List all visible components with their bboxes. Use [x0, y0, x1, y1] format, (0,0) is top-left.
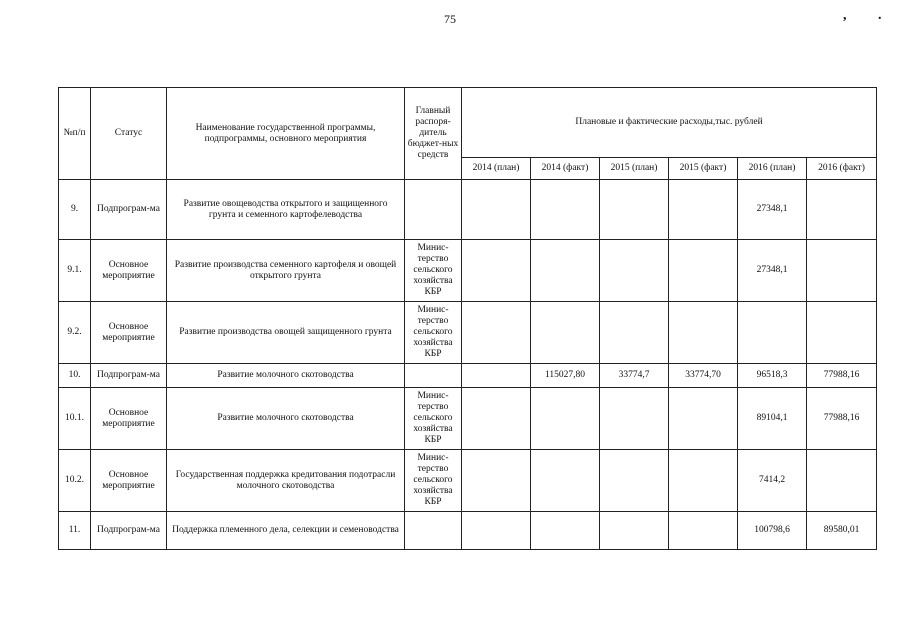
header-year: 2015 (факт): [669, 158, 738, 180]
row-value: [738, 302, 807, 364]
budget-table: [58, 87, 877, 550]
row-value: [462, 512, 531, 550]
row-num: 11.: [59, 512, 91, 550]
row-status: Основное мероприятие: [91, 388, 167, 450]
row-value: [462, 302, 531, 364]
row-manager: Минис-терство сельского хозяйства КБР: [405, 388, 462, 450]
row-value: [531, 240, 600, 302]
row-value: [462, 180, 531, 240]
row-value: 77988,16: [807, 388, 877, 450]
row-status: Подпрограм-ма: [91, 512, 167, 550]
row-value: [669, 388, 738, 450]
row-status: Подпрограм-ма: [91, 180, 167, 240]
table-row: [59, 240, 877, 302]
header-year: 2015 (план): [600, 158, 669, 180]
row-value: 33774,70: [669, 364, 738, 388]
row-name: Развитие молочного скотоводства: [167, 388, 405, 450]
header-year: 2016 (план): [738, 158, 807, 180]
row-name: Развитие овощеводства открытого и защищенного грунта и семенного картофелеводства: [167, 180, 405, 240]
row-value: [462, 364, 531, 388]
row-value: [807, 240, 877, 302]
row-num: 10.1.: [59, 388, 91, 450]
table-row: [59, 388, 877, 450]
row-value: 89580,01: [807, 512, 877, 550]
row-name: Развитие производства семенного картофеля и овощей открытого грунта: [167, 240, 405, 302]
row-value: [531, 302, 600, 364]
row-name: Развитие молочного скотоводства: [167, 364, 405, 388]
header-year: 2016 (факт): [807, 158, 877, 180]
header-year: 2014 (факт): [531, 158, 600, 180]
header-status: Статус: [91, 88, 167, 180]
header-name: Наименование государственной программы, подпрограммы, основного мероприятия: [167, 88, 405, 180]
row-value: [669, 450, 738, 512]
table-row: [59, 180, 877, 240]
row-value: 89104,1: [738, 388, 807, 450]
row-num: 9.2.: [59, 302, 91, 364]
row-value: [807, 180, 877, 240]
row-num: 9.1.: [59, 240, 91, 302]
row-value: [600, 180, 669, 240]
corner-mark-dot: .: [878, 8, 882, 23]
row-value: [531, 180, 600, 240]
row-manager: [405, 180, 462, 240]
row-name: Государственная поддержка кредитования подотрасли молочного скотоводства: [167, 450, 405, 512]
row-manager: Минис-терство сельского хозяйства КБР: [405, 302, 462, 364]
row-value: [669, 240, 738, 302]
row-status: Подпрограм-ма: [91, 364, 167, 388]
header-expenses: Плановые и фактические расходы,тыс. рублей: [462, 88, 877, 158]
row-value: [807, 302, 877, 364]
row-manager: [405, 364, 462, 388]
row-num: 10.2.: [59, 450, 91, 512]
row-value: 115027,80: [531, 364, 600, 388]
row-value: [531, 512, 600, 550]
corner-mark-comma: ,: [843, 8, 847, 23]
row-value: [600, 512, 669, 550]
row-value: [600, 450, 669, 512]
row-status: Основное мероприятие: [91, 240, 167, 302]
table-row: [59, 302, 877, 364]
row-value: [600, 240, 669, 302]
row-value: 33774,7: [600, 364, 669, 388]
row-manager: Минис-терство сельского хозяйства КБР: [405, 240, 462, 302]
row-value: [462, 240, 531, 302]
row-value: 27348,1: [738, 180, 807, 240]
row-name: Развитие производства овощей защищенного грунта: [167, 302, 405, 364]
row-status: Основное мероприятие: [91, 450, 167, 512]
row-value: [600, 302, 669, 364]
row-value: [669, 302, 738, 364]
row-value: [531, 450, 600, 512]
table-row: [59, 364, 877, 388]
row-value: [669, 512, 738, 550]
row-value: [807, 450, 877, 512]
row-value: 7414,2: [738, 450, 807, 512]
table-row: [59, 512, 877, 550]
header-manager: Главный распоря-дитель бюджет-ных средств: [405, 88, 462, 180]
row-value: 100798,6: [738, 512, 807, 550]
header-year: 2014 (план): [462, 158, 531, 180]
row-value: 77988,16: [807, 364, 877, 388]
row-manager: Минис-терство сельского хозяйства КБР: [405, 450, 462, 512]
row-value: [462, 450, 531, 512]
row-num: 10.: [59, 364, 91, 388]
header-num: №п/п: [59, 88, 91, 180]
row-value: 27348,1: [738, 240, 807, 302]
row-value: 96518,3: [738, 364, 807, 388]
row-value: [462, 388, 531, 450]
row-manager: [405, 512, 462, 550]
row-status: Основное мероприятие: [91, 302, 167, 364]
page-number: 75: [444, 12, 456, 26]
row-value: [669, 180, 738, 240]
table-row: [59, 450, 877, 512]
row-name: Поддержка племенного дела, селекции и семеноводства: [167, 512, 405, 550]
row-value: [600, 388, 669, 450]
row-num: 9.: [59, 180, 91, 240]
row-value: [531, 388, 600, 450]
